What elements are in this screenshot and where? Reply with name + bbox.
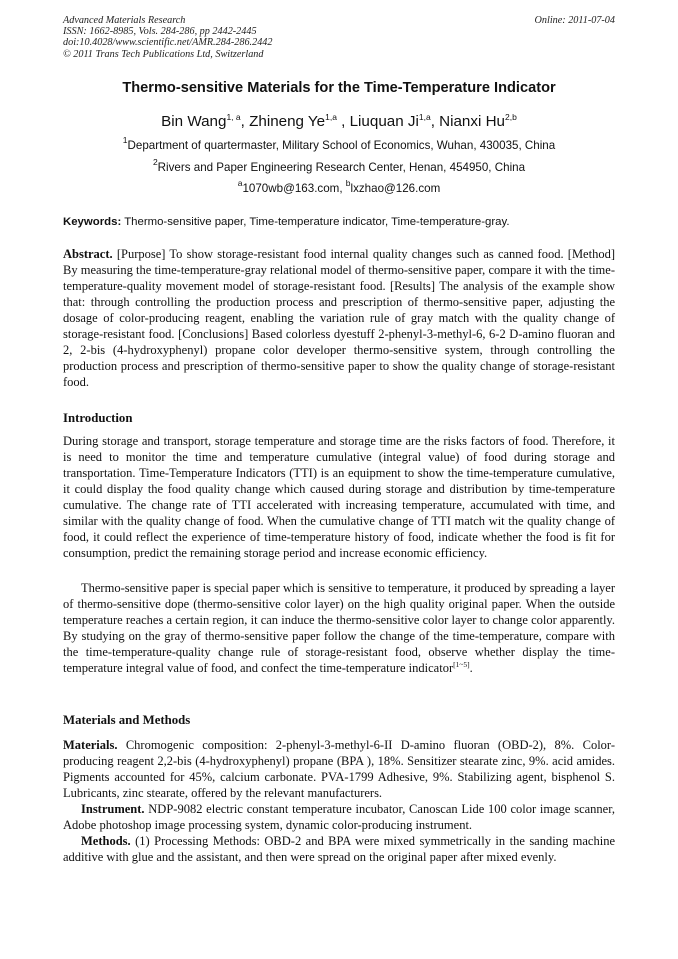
methods-paragraph [63, 833, 615, 865]
materials-label: Materials. [63, 738, 118, 752]
journal-name: Advanced Materials Research [63, 15, 186, 26]
instrument-paragraph [63, 801, 615, 833]
introduction-paragraph-2-end: . [469, 661, 473, 676]
author-affil-sup: 1, a [226, 112, 241, 122]
author-separator: , [430, 113, 440, 130]
introduction-heading: Introduction [63, 411, 133, 425]
author-list [0, 113, 678, 130]
author-name: Liuquan Ji [349, 113, 419, 130]
affiliation-2-sup: 2 [152, 157, 158, 167]
abstract-text: [Purpose] To show storage-resistant food internal quality changes such as canned food. [Method] By measuring the time-temperature-gray relational model of thermo-sensitive paper, compare it with the time-temperature-quality movement model of storage-resistant food. [Results] The analysis of the example show that: through controlling the production process and prescription of thermo-sensitive paper, adjusting the dosage of color-producing reagent, enabling the variation rule of gray match with the quality change of storage-resistant food. [Conclusions] Based colorless dyestuff 2-phenyl-3-methyl-6, 6-2 D-amino fluoran and 2, 2-bis (4-hydroxyphenyl) propane color developer thermo-sensitive system, through controlling the production process and prescription of thermo-sensitive paper to show the quality change of storage-resistant food. [63, 247, 615, 390]
author-emails [0, 178, 678, 195]
citation-ref: [1~5] [453, 660, 470, 670]
author-affil-sup: 1,a [325, 112, 337, 122]
affiliation-1-sup: 1 [122, 135, 128, 145]
author-name: Nianxi Hu [439, 113, 505, 130]
author-name: Zhineng Ye [249, 113, 326, 130]
author-name: Bin Wang [161, 113, 227, 130]
affiliation-2-text: Rivers and Paper Engineering Research Center, Henan, 454950, China [157, 161, 526, 174]
author-separator: , [336, 113, 350, 130]
methods-label: Methods. [81, 834, 131, 848]
email-b-sup: b [345, 178, 351, 188]
journal-header [63, 15, 615, 60]
instrument-text: NDP-9082 electric constant temperature incubator, Canoscan Lide 100 color image scanner, Adobe photoshop image processing system, dynamic color-producing instrument. [63, 802, 615, 833]
author-affil-sup: 1,a [418, 112, 431, 122]
email-a-sup: a [237, 178, 243, 188]
author-affil-sup: 2,b [504, 112, 517, 122]
introduction-paragraph-1: During storage and transport, storage temperature and storage time are the risks factors of food. Therefore, it is need to monitor the time and temperature cumulative (integral value) of food during storage and transportation. Time-Temperature Indicators (TTI) is an equipment to show the time-temperature cumulative, it could display the food quality change which caused during storage and distribution by time-temperature cumulative. The change rate of TTI accelerated with increasing temperature, accumulated with time, and similar with the quality change of food. When the cumulative change of TTI match wit the quality change of food, it could reflect the experience of time-temperature history of food, indicate whether the food is fit for consumption, predict the remaining storage period and increase economic efficiency. [63, 434, 615, 561]
online-date: Online: 2011-07-04 [534, 15, 615, 26]
instrument-label: Instrument. [81, 802, 145, 816]
materials-methods-heading: Materials and Methods [63, 713, 191, 727]
email-a: 1070wb@163.com, [242, 182, 346, 195]
materials-text: Chromogenic composition: 2-phenyl-3-methyl-6-II D-amino fluoran (OBD-2), 8%. Color-producing reagent 2,2-bis (4-hydroxyphenyl) propane (BPA ), 18%. Sensitizer stearate zinc, 9%. acid amides. Pigments accounted for 45%, calcium carbonate. PVA-1799 Adhesive, 9%. Stabilizing agent, bisphenol S. Lubricants, zinc stearate, offered by the relevant manufacturers. [63, 738, 615, 801]
materials-paragraph [63, 737, 615, 801]
affiliation-1 [0, 135, 678, 152]
email-b: lxzhao@126.com [350, 182, 441, 195]
author-separator: , [240, 113, 250, 130]
affiliation-2 [0, 157, 678, 174]
abstract-label: Abstract. [63, 247, 113, 261]
affiliation-1-text: Department of quartermaster, Military School of Economics, Wuhan, 430035, China [127, 139, 556, 152]
paper-title: Thermo-sensitive Materials for the Time-Temperature Indicator [122, 80, 556, 96]
doi-line: doi:10.4028/www.scientific.net/AMR.284-286.2442 [63, 37, 273, 49]
keywords-label: Keywords: [63, 216, 122, 228]
keywords-text: Thermo-sensitive paper, Time-temperature indicator, Time-temperature-gray. [121, 216, 510, 228]
copyright-line: © 2011 Trans Tech Publications Ltd, Switzerland [63, 48, 264, 60]
abstract [63, 246, 615, 390]
methods-text: (1) Processing Methods: OBD-2 and BPA were mixed symmetrically in the sanding machine additive with glue and the assistant, and then were spread on the original paper after mixed evenly. [63, 834, 615, 865]
keywords [63, 216, 623, 228]
issn-line: ISSN: 1662-8985, Vols. 284-286, pp 2442-2445 [63, 26, 257, 38]
introduction-paragraph-2 [63, 580, 615, 676]
introduction-paragraph-2-text: Thermo-sensitive paper is special paper which is sensitive to temperature, it produced by spreading a layer of thermo-sensitive dope (thermo-sensitive color layer) on the high quality original paper. When the outside temperature reaches a certain region, it can induce the thermo-sensitive color layer to change color apparently. By studying on the gray of thermo-sensitive paper follow the change of the time-temperature, compare with the time-temperature-quality change rule of storage-resistant food, observe whether display the time-temperature integral value of food, and confect the time-temperature indicator [63, 581, 615, 676]
